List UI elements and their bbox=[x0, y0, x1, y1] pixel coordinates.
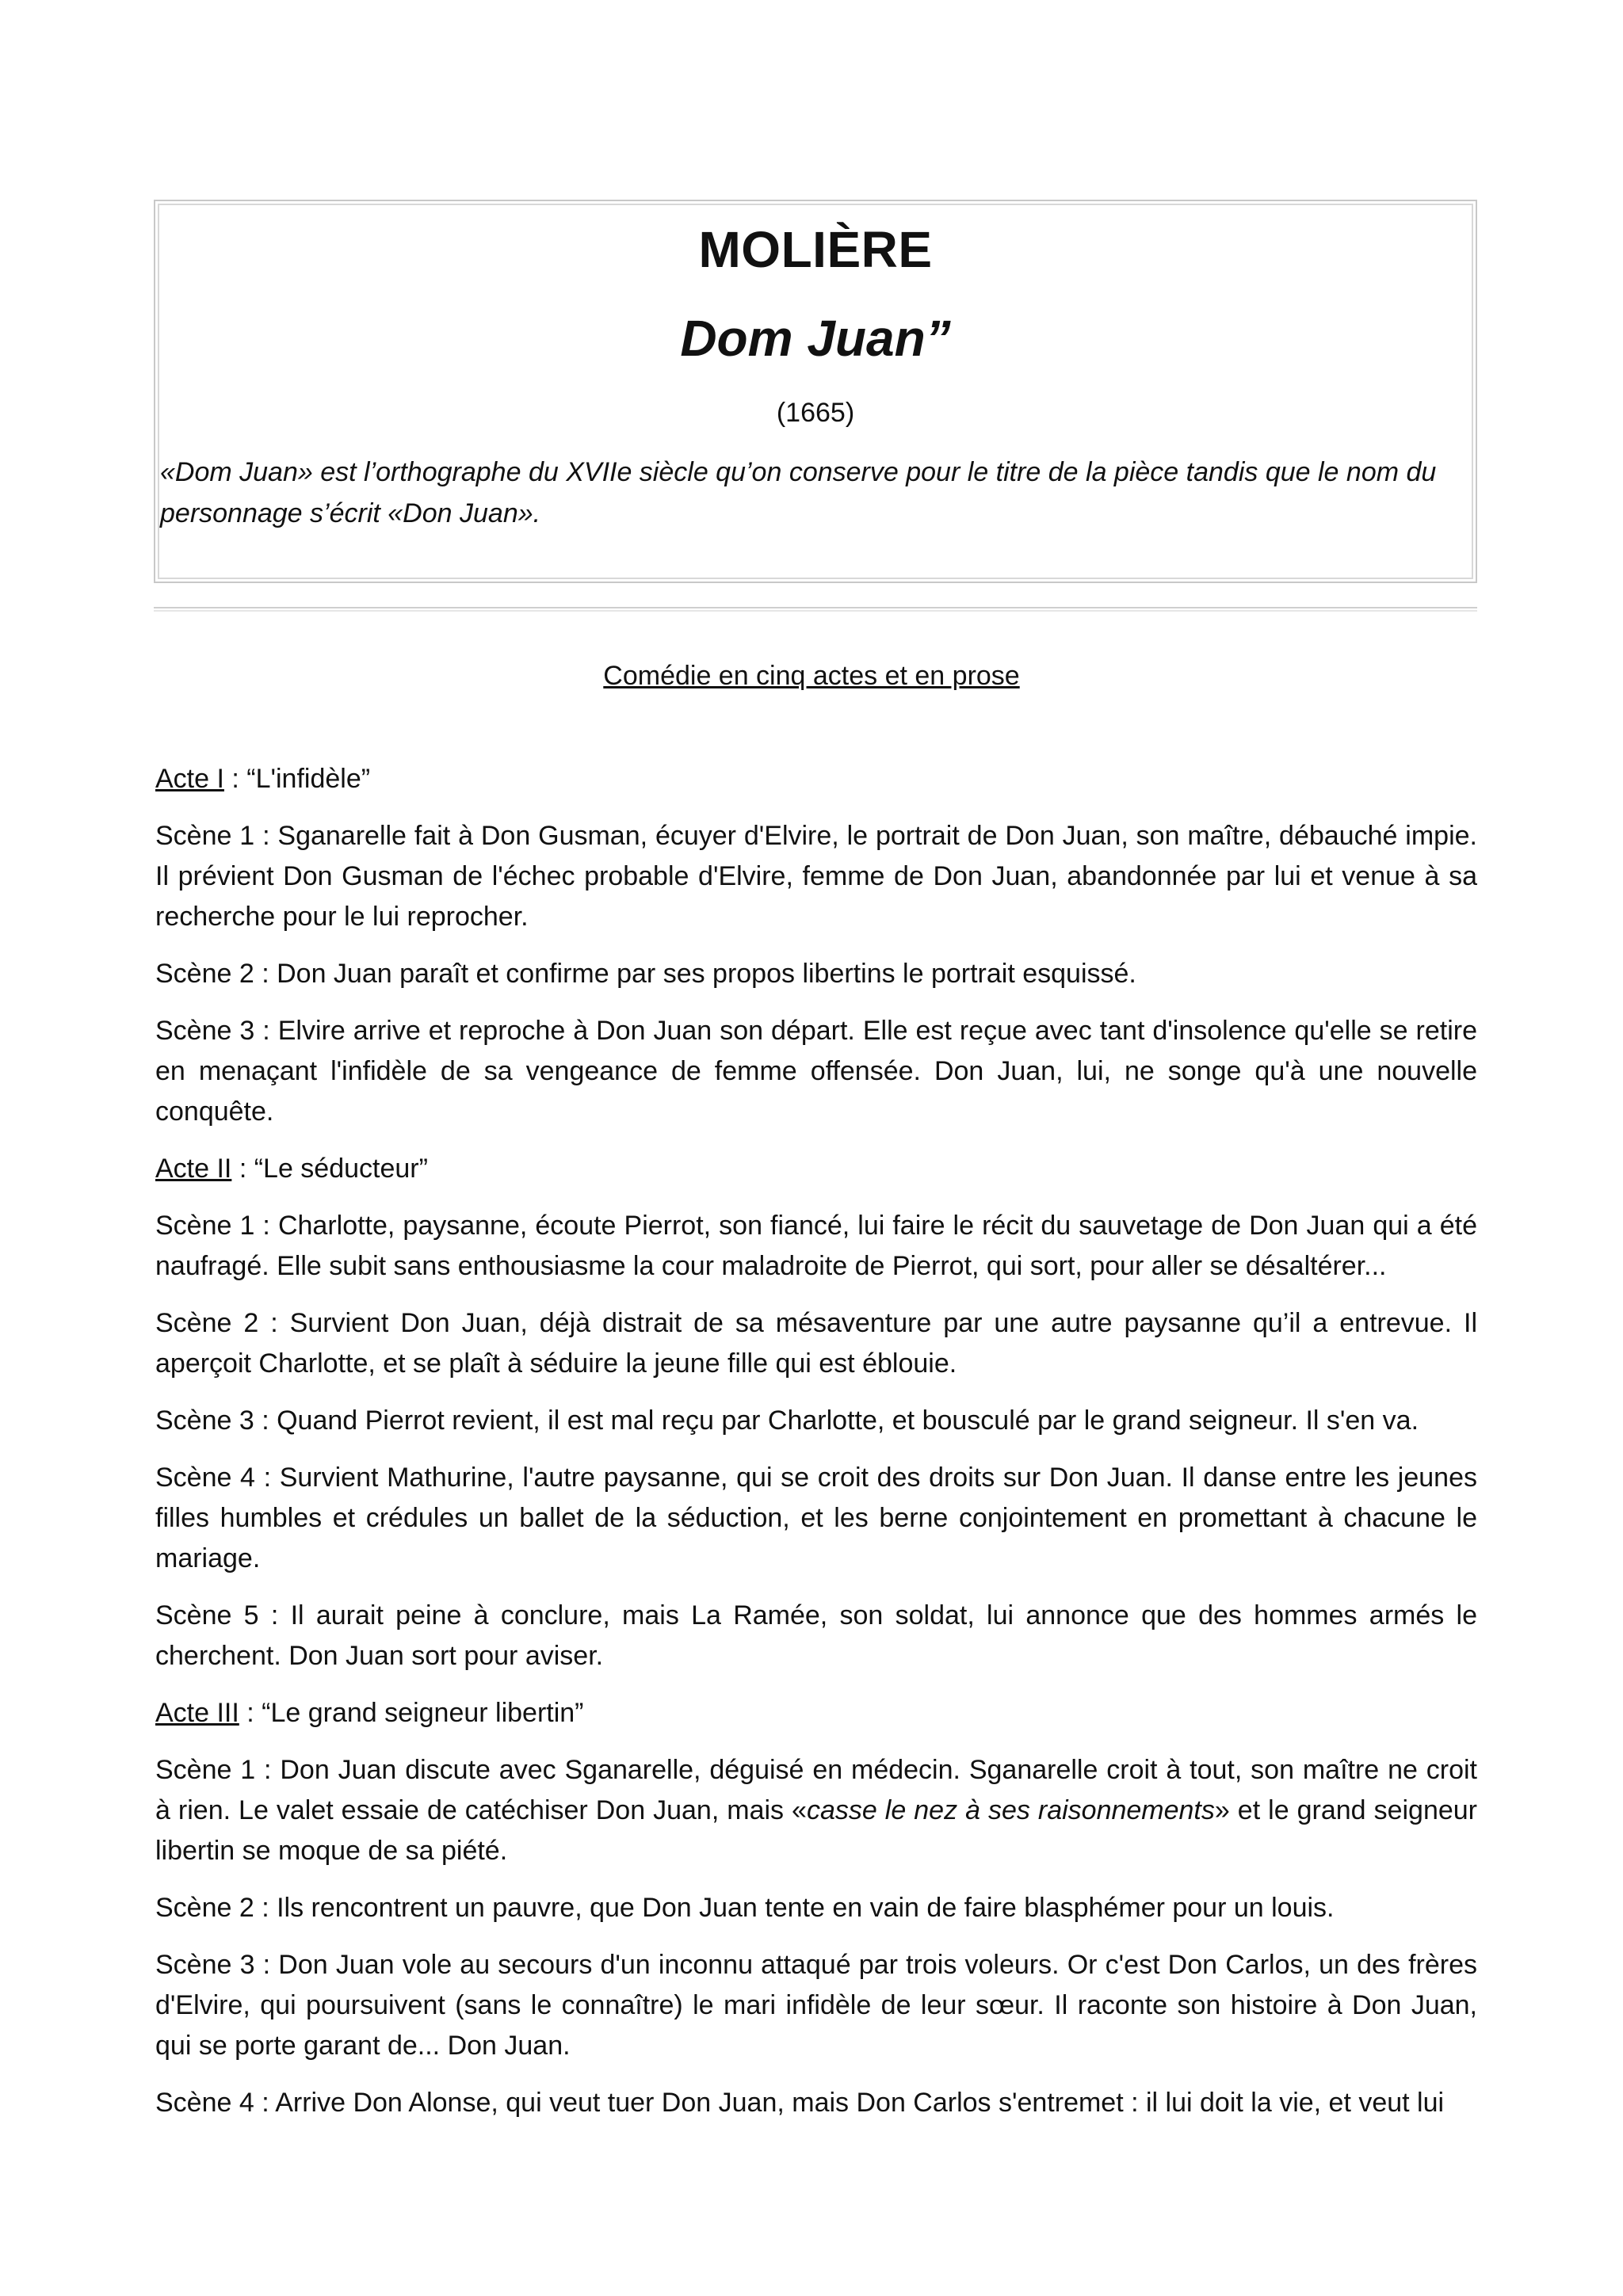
scene-paragraph: Scène 3 : Elvire arrive et reproche à Don Juan son départ. Elle est reçue avec tant d'insolence qu'elle se retire en menaçant l'infidèle de sa vengeance de femme offensée. Don Juan, lui, ne songe qu'à une nouvelle conquête. bbox=[155, 1016, 1477, 1127]
scene-paragraph: Scène 2 : Ils rencontrent un pauvre, que Don Juan tente en vain de faire blasphémer pour un louis. bbox=[155, 1893, 1335, 1923]
act-heading bbox=[155, 1149, 1477, 1189]
scene-text: » et le grand seigneur libertin se moque de sa piété. bbox=[155, 1795, 1477, 1866]
scene-paragraph: Scène 2 : Survient Don Juan, déjà distrait de sa mésaventure par une autre paysanne qu’il a entrevue. Il aperçoit Charlotte, et se plaît à séduire la jeune fille qui est éblouie. bbox=[155, 1308, 1477, 1379]
scene-paragraph: Scène 5 : Il aurait peine à conclure, mais La Ramée, son soldat, lui annonce que des hommes armés le cherchent. Don Juan sort pour aviser. bbox=[155, 1600, 1477, 1671]
scene-paragraph: Scène 3 : Don Juan vole au secours d'un inconnu attaqué par trois voleurs. Or c'est Don Carlos, un des frères d'Elvire, qui poursuivent (sans le connaître) le mari infidèle de leur sœur. Il raconte son histoire à Don Juan, qui se porte garant de... Don Juan. bbox=[155, 1950, 1477, 2061]
play-title: Dom Juan” bbox=[680, 310, 951, 367]
scene-paragraph: Scène 2 : Don Juan paraît et confirme par ses propos libertins le portrait esquissé. bbox=[155, 959, 1136, 989]
act-title: : “Le grand seigneur libertin” bbox=[239, 1698, 584, 1728]
act-heading bbox=[155, 1693, 1477, 1733]
spelling-note: «Dom Juan» est l’orthographe du XVIIe siècle qu’on conserve pour le titre de la pièce tandis que le nom du personnage s’écrit «Don Juan». bbox=[160, 457, 1437, 528]
synopsis-body bbox=[155, 759, 1477, 2140]
play-subtitle: Comédie en cinq actes et en prose bbox=[603, 661, 1020, 691]
act-title: : “Le séducteur” bbox=[231, 1154, 428, 1184]
author-name: MOLIÈRE bbox=[698, 221, 933, 278]
scene-paragraph bbox=[155, 1750, 1477, 1871]
scene-paragraph: Scène 3 : Quand Pierrot revient, il est mal reçu par Charlotte, et bousculé par le grand seigneur. Il s'en va. bbox=[155, 1405, 1419, 1436]
scene-paragraph: Scène 4 : Survient Mathurine, l'autre paysanne, qui se croit des droits sur Don Juan. Il danse entre les jeunes filles humbles et crédules un ballet de la séduction, et les berne conjointement en promettant à chacune le mariage. bbox=[155, 1463, 1477, 1573]
scene-paragraph: Scène 1 : Sganarelle fait à Don Gusman, écuyer d'Elvire, le portrait de Don Juan, son maître, débauché impie. Il prévient Don Gusman de l'échec probable d'Elvire, femme de Don Juan, abandonnée par lui et venue à sa recherche pour le lui reprocher. bbox=[155, 821, 1477, 932]
scene-paragraph: Scène 4 : Arrive Don Alonse, qui veut tuer Don Juan, mais Don Carlos s'entremet : il lui doit la vie, et veut lui bbox=[155, 2088, 1445, 2118]
act-label: Acte III bbox=[155, 1698, 239, 1728]
publication-year: (1665) bbox=[776, 398, 855, 428]
scene-paragraph: Scène 1 : Charlotte, paysanne, écoute Pierrot, son fiancé, lui faire le récit du sauvetage de Don Juan qui a été naufragé. Elle subit sans enthousiasme la cour maladroite de Pierrot, qui sort, pour aller se désaltérer... bbox=[155, 1211, 1477, 1281]
act-label: Acte I bbox=[155, 764, 224, 794]
scene-text: Scène 1 : Don Juan discute avec Sganarelle, déguisé en médecin. Sganarelle croit à tout, son maître ne croit à rien. Le valet essaie de catéchiser Don Juan, mais « bbox=[155, 1755, 1477, 1825]
act-heading bbox=[155, 759, 1477, 799]
act-title: : “L'infidèle” bbox=[223, 764, 371, 794]
quoted-phrase: casse le nez à ses raisonnements bbox=[806, 1795, 1215, 1825]
horizontal-rule bbox=[154, 607, 1477, 612]
act-label: Acte II bbox=[155, 1154, 232, 1184]
title-box bbox=[154, 200, 1477, 583]
